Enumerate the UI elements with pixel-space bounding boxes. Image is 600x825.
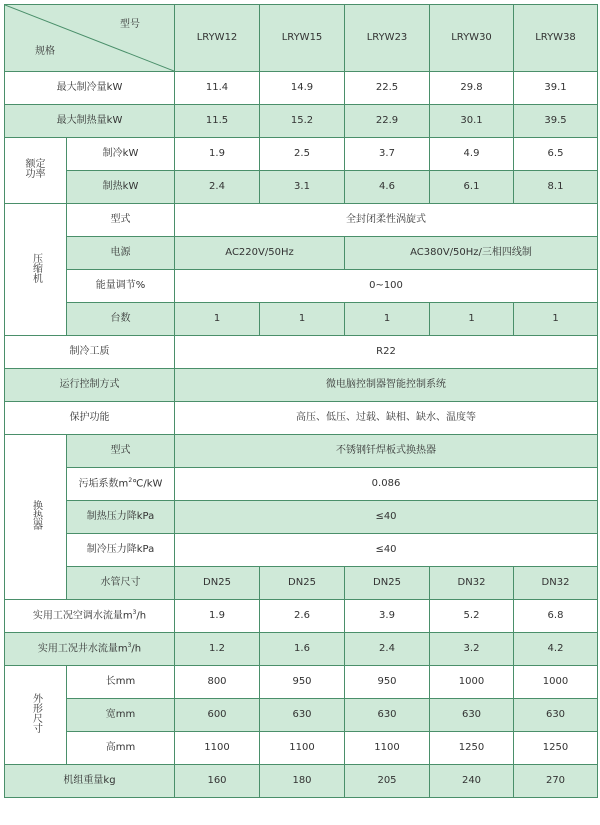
value-cell: 160	[175, 765, 260, 798]
length-row	[5, 666, 598, 699]
value-cell: 6.1	[430, 171, 514, 204]
row-label: 高mm	[67, 732, 175, 765]
value-cell: 3.7	[345, 138, 430, 171]
value-cell: 0.086	[175, 468, 598, 501]
value-cell: 30.1	[430, 105, 514, 138]
value-cell: 2.4	[345, 633, 430, 666]
row-label: 长mm	[67, 666, 175, 699]
value-cell: 180	[260, 765, 345, 798]
group-label: 外形尺寸	[30, 693, 42, 734]
value-cell: 5.2	[430, 600, 514, 633]
label-sup: 2	[128, 477, 133, 485]
ac-water-flow-row	[5, 600, 598, 633]
weight-row	[5, 765, 598, 798]
value-cell: DN25	[175, 567, 260, 600]
value-cell: 不锈钢钎焊板式换热器	[175, 435, 598, 468]
model-label: 型号	[120, 19, 140, 30]
value-cell: DN32	[514, 567, 598, 600]
protection-row	[5, 402, 598, 435]
value-cell: 1	[260, 303, 345, 336]
row-label: 台数	[67, 303, 175, 336]
value-cell: 全封闭柔性涡旋式	[175, 204, 598, 237]
value-cell: 630	[260, 699, 345, 732]
rated-cooling-row	[5, 138, 598, 171]
value-cell: 1.6	[260, 633, 345, 666]
value-cell: 2.5	[260, 138, 345, 171]
row-label: 能量调节%	[67, 270, 175, 303]
value-cell: 0~100	[175, 270, 598, 303]
width-row	[5, 699, 598, 732]
label-text: 实用工况井水流量m	[37, 643, 128, 655]
value-cell: 950	[345, 666, 430, 699]
label-text: /h	[136, 610, 147, 622]
model-name: LRYW15	[260, 5, 345, 72]
row-label	[5, 600, 175, 633]
group-label: 换热器	[30, 500, 42, 531]
value-cell: 630	[514, 699, 598, 732]
label-text: 实用工况空调水流量m	[32, 610, 133, 622]
row-label: 宽mm	[67, 699, 175, 732]
model-name: LRYW12	[175, 5, 260, 72]
value-cell: 11.4	[175, 72, 260, 105]
capacity-control-row	[5, 270, 598, 303]
rated-heating-row	[5, 171, 598, 204]
row-label: 制热kW	[67, 171, 175, 204]
value-cell: 3.1	[260, 171, 345, 204]
value-cell: 1100	[345, 732, 430, 765]
value-cell: 22.5	[345, 72, 430, 105]
value-cell: 630	[345, 699, 430, 732]
row-label: 制热压力降kPa	[67, 501, 175, 534]
value-cell: 11.5	[175, 105, 260, 138]
value-cell: 15.2	[260, 105, 345, 138]
row-label: 制冷压力降kPa	[67, 534, 175, 567]
value-cell: 4.6	[345, 171, 430, 204]
hx-fouling-row	[5, 468, 598, 501]
value-cell: 1.9	[175, 138, 260, 171]
group-label: 压缩机	[30, 252, 42, 283]
value-cell: DN25	[345, 567, 430, 600]
value-cell: 1000	[430, 666, 514, 699]
compressor-power-row	[5, 237, 598, 270]
value-cell: 1250	[430, 732, 514, 765]
value-cell: 4.9	[430, 138, 514, 171]
row-label: 运行控制方式	[5, 369, 175, 402]
label-text: ℃/kW	[132, 478, 163, 490]
max-cooling-row	[5, 72, 598, 105]
row-label: 制冷工质	[5, 336, 175, 369]
value-cell: 1	[345, 303, 430, 336]
value-cell: 29.8	[430, 72, 514, 105]
value-cell: 1100	[175, 732, 260, 765]
value-cell: 800	[175, 666, 260, 699]
row-label	[5, 633, 175, 666]
label-text: 污垢系数m	[78, 478, 129, 490]
value-cell: 1.2	[175, 633, 260, 666]
value-cell: 3.2	[430, 633, 514, 666]
value-cell: 1	[175, 303, 260, 336]
value-cell: AC380V/50Hz/三相四线制	[345, 237, 598, 270]
model-name: LRYW38	[514, 5, 598, 72]
value-cell: DN25	[260, 567, 345, 600]
row-label	[67, 468, 175, 501]
value-cell: 630	[430, 699, 514, 732]
compressor-group	[5, 204, 67, 336]
hx-heating-pd-row	[5, 501, 598, 534]
row-label: 最大制热量kW	[5, 105, 175, 138]
row-label: 型式	[67, 435, 175, 468]
value-cell: 1.9	[175, 600, 260, 633]
value-cell: 1250	[514, 732, 598, 765]
value-cell: 39.1	[514, 72, 598, 105]
value-cell: ≤40	[175, 501, 598, 534]
control-mode-row	[5, 369, 598, 402]
row-label: 机组重量kg	[5, 765, 175, 798]
value-cell: 6.8	[514, 600, 598, 633]
row-label: 水管尺寸	[67, 567, 175, 600]
value-cell: 8.1	[514, 171, 598, 204]
hx-type-row	[5, 435, 598, 468]
heat-exchanger-group	[5, 435, 67, 600]
compressor-count-row	[5, 303, 598, 336]
value-cell: 3.9	[345, 600, 430, 633]
value-cell: 2.6	[260, 600, 345, 633]
value-cell: 1	[430, 303, 514, 336]
value-cell: 高压、低压、过载、缺相、缺水、温度等	[175, 402, 598, 435]
well-water-flow-row	[5, 633, 598, 666]
value-cell: DN32	[430, 567, 514, 600]
refrigerant-row	[5, 336, 598, 369]
value-cell: 205	[345, 765, 430, 798]
max-heating-row	[5, 105, 598, 138]
rated-power-group	[5, 138, 67, 204]
value-cell: R22	[175, 336, 598, 369]
row-label: 保护功能	[5, 402, 175, 435]
value-cell: 1100	[260, 732, 345, 765]
value-cell: 1000	[514, 666, 598, 699]
row-label: 电源	[67, 237, 175, 270]
compressor-type-row	[5, 204, 598, 237]
value-cell: 微电脑控制器智能控制系统	[175, 369, 598, 402]
value-cell: 600	[175, 699, 260, 732]
row-label: 型式	[67, 204, 175, 237]
value-cell: 2.4	[175, 171, 260, 204]
height-row	[5, 732, 598, 765]
group-label: 额定功率	[25, 159, 46, 181]
header-corner-cell	[5, 5, 175, 72]
value-cell: ≤40	[175, 534, 598, 567]
model-name: LRYW30	[430, 5, 514, 72]
value-cell: 1	[514, 303, 598, 336]
diagonal-line	[5, 5, 174, 71]
value-cell: 270	[514, 765, 598, 798]
value-cell: AC220V/50Hz	[175, 237, 345, 270]
row-label: 制冷kW	[67, 138, 175, 171]
value-cell: 4.2	[514, 633, 598, 666]
value-cell: 240	[430, 765, 514, 798]
spec-table	[4, 4, 598, 798]
model-name: LRYW23	[345, 5, 430, 72]
dimensions-group	[5, 666, 67, 765]
value-cell: 39.5	[514, 105, 598, 138]
spec-label: 规格	[35, 45, 55, 57]
value-cell: 14.9	[260, 72, 345, 105]
header-row	[5, 5, 598, 72]
label-sup: 3	[127, 642, 132, 650]
spec-table-container	[4, 4, 598, 798]
value-cell: 950	[260, 666, 345, 699]
label-sup: 3	[132, 609, 137, 617]
value-cell: 22.9	[345, 105, 430, 138]
label-text: /h	[131, 643, 142, 655]
hx-cooling-pd-row	[5, 534, 598, 567]
row-label: 最大制冷量kW	[5, 72, 175, 105]
hx-pipe-row	[5, 567, 598, 600]
value-cell: 6.5	[514, 138, 598, 171]
